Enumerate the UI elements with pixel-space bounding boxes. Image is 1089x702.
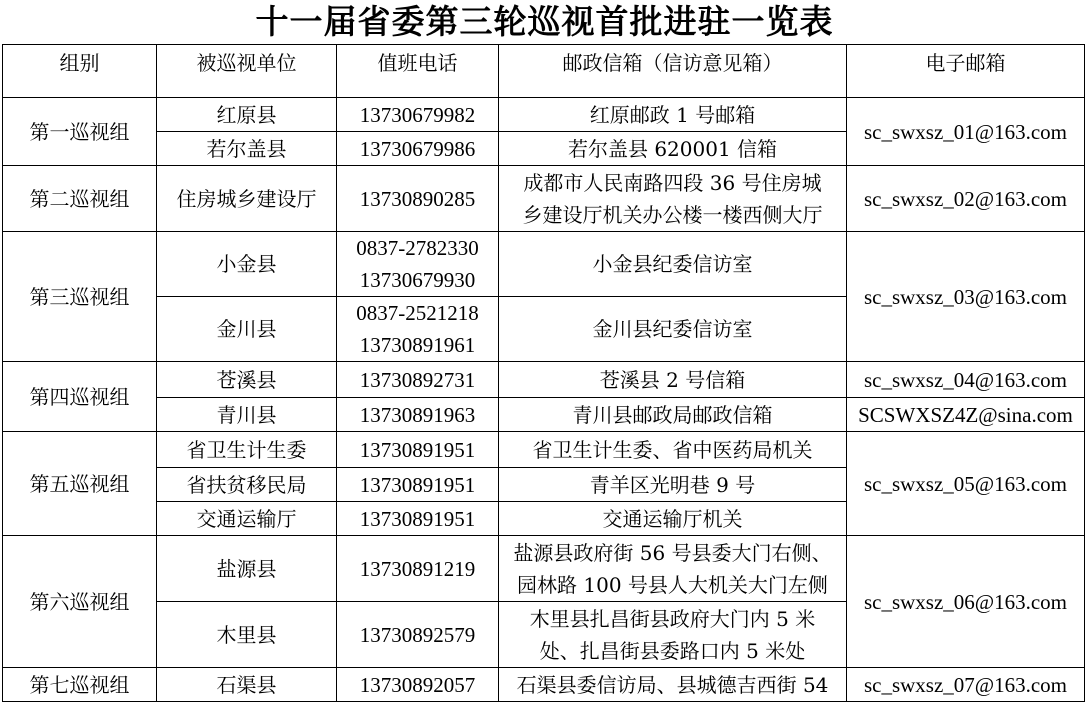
mailbox-line: 园林路 100 号县人大机关大门左侧 (517, 572, 828, 597)
unit-name: 石渠县 (157, 668, 337, 702)
mailbox (499, 536, 847, 602)
mailbox-line: 处、扎昌街县委路口内 5 米处 (539, 638, 806, 663)
unit-name: 交通运输厅 (157, 502, 337, 536)
email: sc_swxsz_06@163.com (847, 536, 1085, 668)
email: sc_swxsz_04@163.com (847, 362, 1085, 398)
email: sc_swxsz_03@163.com (847, 232, 1085, 362)
phone-line: 0837-2782330 (356, 236, 479, 260)
email: sc_swxsz_02@163.com (847, 166, 1085, 232)
phone: 13730891963 (337, 398, 499, 432)
mailbox: 青羊区光明巷 9 号 (499, 468, 847, 502)
inspection-table (2, 44, 1085, 702)
mailbox: 小金县纪委信访室 (499, 232, 847, 297)
header-group: 组别 (3, 45, 157, 98)
phone-line: 13730891961 (359, 333, 476, 357)
table-row (3, 668, 1085, 702)
mailbox: 石渠县委信访局、县城德吉西街 54 (499, 668, 847, 702)
mailbox: 苍溪县 2 号信箱 (499, 362, 847, 398)
unit-name: 盐源县 (157, 536, 337, 602)
phone: 13730890285 (337, 166, 499, 232)
phone-line: 13730679930 (359, 268, 476, 292)
table-row (3, 536, 1085, 602)
table-header-row (3, 45, 1085, 98)
group-name: 第一巡视组 (3, 98, 157, 166)
unit-name: 红原县 (157, 98, 337, 132)
unit-name: 省卫生计生委 (157, 432, 337, 468)
mailbox: 交通运输厅机关 (499, 502, 847, 536)
unit-name: 木里县 (157, 602, 337, 668)
phone: 13730892731 (337, 362, 499, 398)
mailbox: 省卫生计生委、省中医药局机关 (499, 432, 847, 468)
unit-name: 苍溪县 (157, 362, 337, 398)
unit-name: 省扶贫移民局 (157, 468, 337, 502)
header-mailbox: 邮政信箱（信访意见箱） (499, 45, 847, 98)
table-row (3, 398, 1085, 432)
phone: 13730891219 (337, 536, 499, 602)
header-email: 电子邮箱 (847, 45, 1085, 98)
group-name: 第四巡视组 (3, 362, 157, 432)
phone: 13730891951 (337, 432, 499, 468)
unit-name: 若尔盖县 (157, 132, 337, 166)
table-row (3, 98, 1085, 132)
table-row (3, 166, 1085, 232)
phone: 13730891951 (337, 502, 499, 536)
mailbox: 红原邮政 1 号邮箱 (499, 98, 847, 132)
email: sc_swxsz_05@163.com (847, 432, 1085, 536)
phone: 13730679982 (337, 98, 499, 132)
group-name: 第七巡视组 (3, 668, 157, 702)
email: SCSWXSZ4Z@sina.com (847, 398, 1085, 432)
group-name: 第五巡视组 (3, 432, 157, 536)
phone (337, 297, 499, 362)
header-unit: 被巡视单位 (157, 45, 337, 98)
unit-name: 住房城乡建设厅 (157, 166, 337, 232)
mailbox: 金川县纪委信访室 (499, 297, 847, 362)
page-title: 十一届省委第三轮巡视首批进驻一览表 (255, 2, 834, 41)
phone: 13730891951 (337, 468, 499, 502)
table-row (3, 432, 1085, 468)
group-name: 第三巡视组 (3, 232, 157, 362)
mailbox-line: 盐源县政府街 56 号县委大门右侧、 (513, 540, 832, 565)
phone: 13730892579 (337, 602, 499, 668)
header-phone: 值班电话 (337, 45, 499, 98)
phone (337, 232, 499, 297)
unit-name: 金川县 (157, 297, 337, 362)
table-row (3, 362, 1085, 398)
phone: 13730679986 (337, 132, 499, 166)
phone-line: 0837-2521218 (356, 301, 479, 325)
mailbox: 若尔盖县 620001 信箱 (499, 132, 847, 166)
mailbox: 青川县邮政局邮政信箱 (499, 398, 847, 432)
table-row (3, 232, 1085, 297)
mailbox (499, 602, 847, 668)
mailbox-line: 成都市人民南路四段 36 号住房城 (523, 170, 822, 195)
mailbox-line: 木里县扎昌街县政府大门内 5 米 (529, 606, 816, 631)
phone: 13730892057 (337, 668, 499, 702)
unit-name: 青川县 (157, 398, 337, 432)
mailbox (499, 166, 847, 232)
group-name: 第六巡视组 (3, 536, 157, 668)
mailbox-line: 乡建设厅机关办公楼一楼西侧大厅 (522, 202, 823, 227)
group-name: 第二巡视组 (3, 166, 157, 232)
email: sc_swxsz_01@163.com (847, 98, 1085, 166)
unit-name: 小金县 (157, 232, 337, 297)
email: sc_swxsz_07@163.com (847, 668, 1085, 702)
